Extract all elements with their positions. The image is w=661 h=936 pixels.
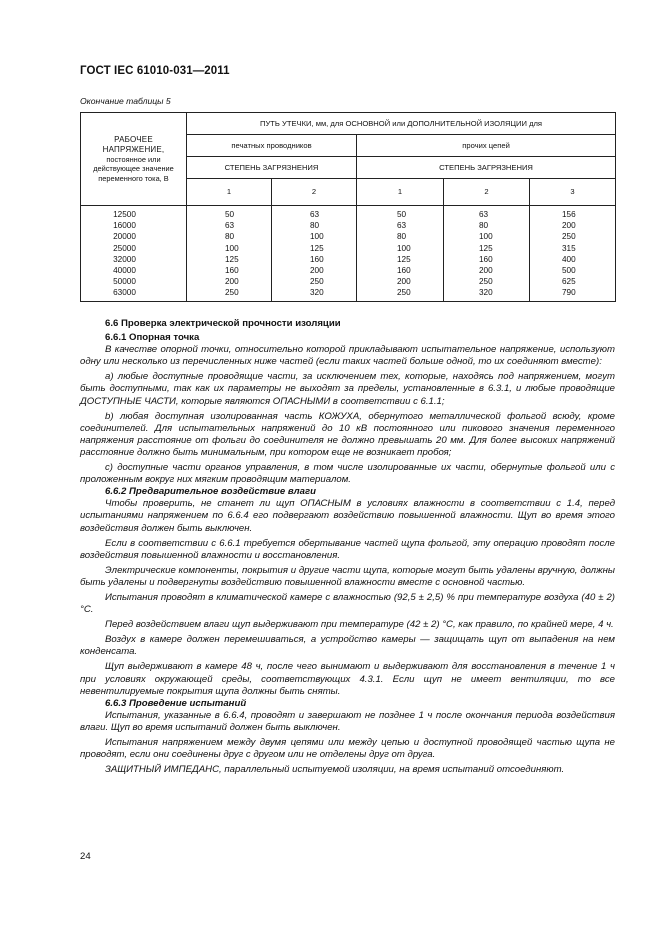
degree-1-other: 1 bbox=[357, 179, 444, 206]
printed-degree-2-column: 63 80 100 125 160 200 250 320 bbox=[272, 206, 357, 302]
other-degree-2-column: 63 80 100 125 160 200 250 320 bbox=[444, 206, 530, 302]
other-degree-1-column: 50 63 80 100 125 160 200 250 bbox=[357, 206, 444, 302]
paragraph: ЗАЩИТНЫЙ ИМПЕДАНС, параллельный испытуемой изоляции, на время испытаний отсоединяют. bbox=[105, 764, 565, 776]
list-item-a: а) любые доступные проводящие части, за исключением тех, которые, находясь под напряжением, могут быть доступными, так как их параметры не выходят за пределы, установленные в 6.3.1, и любые проводящие ДОСТУПНЫЕ ЧАСТИ, которые являются ОПАСНЫМИ в соответствии с 6.1.1; bbox=[80, 371, 615, 407]
section-heading-6-6-2: 6.6.2 Предварительное воздействие влаги bbox=[105, 486, 316, 498]
degree-1-printed: 1 bbox=[187, 179, 272, 206]
paragraph: Испытания, указанные в 6.6.4, проводят и завершают не позднее 1 ч после окончания периода воздействия влаги. Щуп во время испытаний должен быть выключен. bbox=[80, 709, 615, 733]
degree-2-other: 2 bbox=[444, 179, 530, 206]
list-item-b: b) любая доступная изолированная часть КОЖУХА, обернутого металлической фольгой всюду, кроме соединителей. Для испытательных напряжений до 10 кВ постоянного или пикового значения переменного напряжения расстояние от фольги до соединителя не должно превышать 20 мм. Для более высоких напряжений расстояние должно быть минимальным, при котором еще не возникает пробоя; bbox=[80, 410, 615, 458]
paragraph: В качестве опорной точки, относительно которой прикладывают испытательное напряжение, используют одну или несколько из перечисленных ниже частей (если таких частей больше одной, то их соединяют вместе): bbox=[80, 344, 615, 368]
pollution-degree-header-other: СТЕПЕНЬ ЗАГРЯЗНЕНИЯ bbox=[357, 157, 616, 179]
paragraph: Испытания проводят в климатической камере с влажностью (92,5 ± 2,5) % при температуре воздуха (40 ± 2) °С. bbox=[80, 591, 615, 616]
body-text bbox=[80, 318, 615, 776]
section-heading-6-6: 6.6 Проверка электрической прочности изоляции bbox=[105, 318, 341, 329]
voltage-header bbox=[81, 113, 187, 206]
creepage-header: ПУТЬ УТЕЧКИ, мм, для ОСНОВНОЙ или ДОПОЛНИТЕЛЬНОЙ ИЗОЛЯЦИИ для bbox=[187, 113, 616, 135]
paragraph: Испытания напряжением между двумя цепями или между цепью и доступной проводящей частью щупа не проводят, если они соединены друг с другом или не отделены друг от друга. bbox=[80, 737, 615, 761]
paragraph: Воздух в камере должен перемешиваться, а устройство камеры — защищать щуп от выпадения на нем конденсата. bbox=[80, 634, 615, 658]
printed-conductors-header: печатных проводников bbox=[187, 135, 357, 157]
table-caption: Окончание таблицы 5 bbox=[80, 96, 171, 106]
section-heading-6-6-1: 6.6.1 Опорная точка bbox=[105, 332, 200, 344]
section-heading-6-6-3: 6.6.3 Проведение испытаний bbox=[105, 697, 247, 709]
paragraph: Щуп выдерживают в камере 48 ч, после чего вынимают и выдерживают для восстановления в течение 1 ч при условиях окружающей среды, соответствующих 4.3.1. Если щуп не имеет вентиляции, то все невентилируемые покрытия щупа должны быть сняты. bbox=[80, 661, 615, 697]
paragraph: Электрические компоненты, покрытия и другие части щупа, которые могут быть удалены вручную, должны быть удалены и подвергнуты воздействию повышенной влажности вместе с основной частью. bbox=[80, 564, 615, 588]
paragraph: Если в соответствии с 6.6.1 требуется обертывание частей щупа фольгой, эту операцию проводят после воздействия повышенной влажности и восстановления. bbox=[80, 537, 615, 561]
paragraph: Перед воздействием влаги щуп выдерживают при температуре (42 ± 2) °С, как правило, по крайней мере, 4 ч. bbox=[105, 619, 614, 631]
degree-2-printed: 2 bbox=[272, 179, 357, 206]
degree-3-other: 3 bbox=[530, 179, 616, 206]
pollution-degree-header-printed: СТЕПЕНЬ ЗАГРЯЗНЕНИЯ bbox=[187, 157, 357, 179]
voltage-column: 12500 16000 20000 25000 32000 40000 50000 63000 bbox=[81, 206, 187, 302]
voltage-header-upper: РАБОЧЕЕ НАПРЯЖЕНИЕ, bbox=[102, 135, 165, 155]
other-degree-3-column: 156 200 250 315 400 500 625 790 bbox=[530, 206, 616, 302]
creepage-table bbox=[80, 112, 616, 302]
printed-degree-1-column: 50 63 80 100 125 160 200 250 bbox=[187, 206, 272, 302]
standard-header: ГОСТ IEC 61010-031—2011 bbox=[80, 65, 230, 77]
list-item-c: с) доступные части органов управления, в том числе изолированные их части, обернутые фольгой или с проложенным вокруг них мягким проводящим материалом. bbox=[80, 462, 615, 486]
voltage-header-lower: постоянное или действующее значение переменного тока, В bbox=[93, 155, 174, 183]
paragraph: Чтобы проверить, не станет ли щуп ОПАСНЫМ в условиях влажности в соответствии с 1.4, перед испытаниями напряжением по 6.6.4 его подвергают воздействию повышенной влажности. Щуп во время этого воздействия должен быть выключен. bbox=[80, 498, 615, 534]
page-number: 24 bbox=[80, 851, 91, 862]
other-circuits-header: прочих цепей bbox=[357, 135, 616, 157]
